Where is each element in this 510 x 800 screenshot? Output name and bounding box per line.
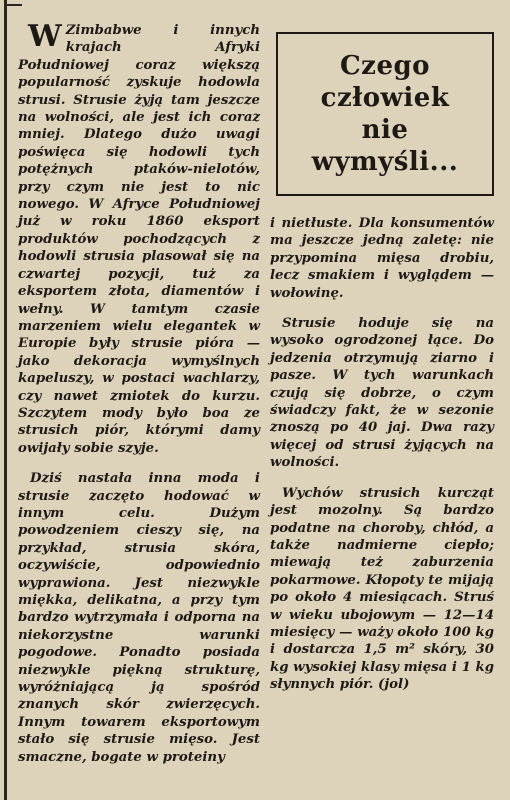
paragraph-5: Wychów strusich kurcząt jest mozolny. Są bardzo podatne na choroby, chłód, a także nadmierne ciepło; miewają też zaburzenia pokarmowe. Kłopoty te mijają po około 4 miesiącach. Struś w wieku ubojowym — 12—14 miesięcy — waży około 100 kg i dostarcza 1,5 m² skóry, 30 kg wysokiej klasy mięsa i 1 kg słynnych piór. (jol) bbox=[270, 485, 494, 693]
headline-line-4: wymyśli... bbox=[311, 147, 459, 177]
paragraph-4: Strusie hoduje się na wysoko ogrodzonej łące. Do jedzenia otrzymują ziarno i pasze. W tych warunkach czują się dobrze, o czym świadczy fakt, że w sezonie znoszą po 40 jaj. Dwa razy więcej od strusi żyjących na wolności. bbox=[270, 316, 494, 471]
headline-box bbox=[276, 32, 494, 196]
paragraph-2: Dziś nastała inna moda i strusie zaczęto hodować w innym celu. Dużym powodzeniem cieszy się, na przykład, strusia skóra, oczywiście, odpowiednio wyprawiona. Jest niezwykle miękka, delikatna, a przy tym bardzo wytrzymała i odporna na niekorzystne warunki pogodowe. Ponadto posiada niezwykle piękną strukturę, wyróżniającą ją spośród znanych skór zwierzęcych. Innym towarem eksportowym stało się strusie mięso. Jest smaczne, bogate w proteiny bbox=[18, 471, 260, 765]
headline-line-2: człowiek bbox=[320, 83, 450, 113]
article-column-right bbox=[270, 215, 494, 694]
paragraph-1-text: Zimbabwe i innych krajach Afryki Południowej coraz większą popularność zyskuje hodowla strusi. Strusie żyją tam jeszcze na wolności, ale jest ich coraz mniej. Dlatego dużo uwagi poświęca się hodowli tych potężnych ptaków-nielotów, przy czym nie jest to nic nowego. W Afryce Południowej już w roku 1860 eksport produktów pochodzących z hodowli strusia plasował się na czwartej pozycji, tuż za eksportem złota, diamentów i wełny. W tamtym czasie marzeniem wielu elegantek w Europie były strusie pióra — jako dekoracja wymyślnych kapeluszy, w postaci wachlarzy, czy nawet zmiotek do kurzu. Szczytem mody było boa ze strusich piór, którymi damy owijały sobie szyje. bbox=[18, 23, 260, 456]
top-corner-rule bbox=[4, 4, 22, 6]
headline-line-3: nie bbox=[361, 115, 409, 145]
left-border-rule bbox=[4, 0, 7, 800]
headline bbox=[312, 50, 459, 178]
paragraph-1 bbox=[18, 19, 260, 457]
drop-cap: W bbox=[28, 19, 62, 54]
headline-line-1: Czego bbox=[339, 51, 431, 81]
article-column-left bbox=[18, 19, 260, 766]
paragraph-3: i nietłuste. Dla konsumentów ma jeszcze jedną zaletę: nie przypomina mięsa drobiu, lecz smakiem i wyglądem — wołowinę. bbox=[270, 216, 494, 301]
